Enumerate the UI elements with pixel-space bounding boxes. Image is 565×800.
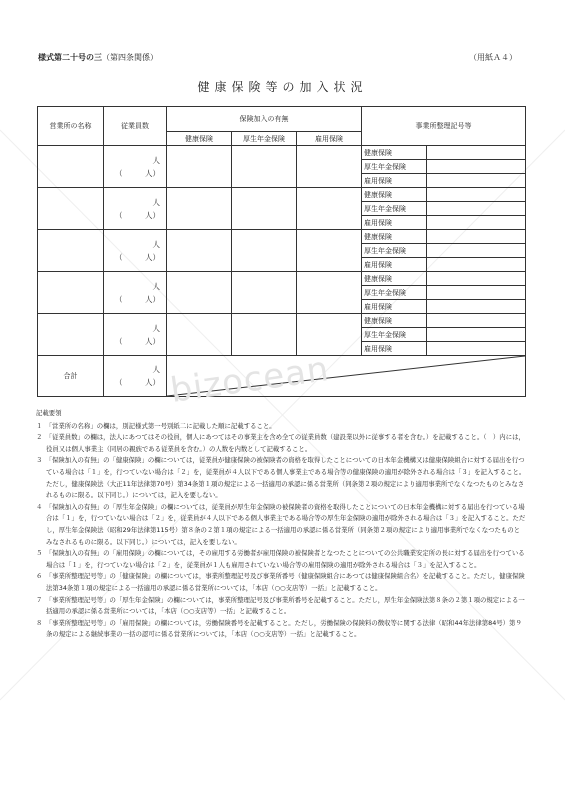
total-employees[interactable]: 人 （ 人） [104, 356, 167, 397]
number-value-cell[interactable] [427, 272, 526, 286]
health-status-cell[interactable] [167, 272, 232, 314]
number-label: 雇用保険 [362, 174, 427, 188]
note-item: ５ 「保険加入の有無」の「雇用保険」の欄については，その雇用する労働者が雇用保険の被保険者となつたことについての公共職業安定所の長に対する届出を行つている場合は「１」を，行つていない場合は「２」を，従業員が１人も雇用されていない場合等の雇用保険の適用が除外される場合は「３」を記入すること。 [36, 549, 525, 569]
notes-heading: 記載要領 [36, 409, 62, 417]
office-name-cell[interactable] [38, 314, 104, 356]
pension-status-cell[interactable] [232, 230, 297, 272]
employment-status-cell[interactable] [297, 272, 362, 314]
employee-count-cell[interactable]: 人 （ 人） [104, 188, 167, 230]
note-item: １ 「営業所の名称」の欄は，別記様式第一号別紙二に記載した順に記載すること。 [36, 421, 276, 430]
employee-count-cell[interactable]: 人 （ 人） [104, 230, 167, 272]
header-health: 健康保険 [167, 132, 232, 146]
number-value-cell[interactable] [427, 230, 526, 244]
health-status-cell[interactable] [167, 230, 232, 272]
number-label: 雇用保険 [362, 216, 427, 230]
header-office: 営業所の名称 [38, 107, 104, 146]
number-label: 雇用保険 [362, 300, 427, 314]
pension-status-cell[interactable] [232, 314, 297, 356]
paper-size: （用紙Ａ４） [469, 53, 517, 62]
number-label: 健康保険 [362, 230, 427, 244]
employment-status-cell[interactable] [297, 314, 362, 356]
office-name-cell[interactable] [38, 188, 104, 230]
health-status-cell[interactable] [167, 146, 232, 188]
health-status-cell[interactable] [167, 314, 232, 356]
number-value-cell[interactable] [427, 314, 526, 328]
number-label: 厚生年金保険 [362, 286, 427, 300]
number-value-cell[interactable] [427, 146, 526, 160]
office-name-cell[interactable] [38, 230, 104, 272]
number-label: 雇用保険 [362, 342, 427, 356]
note-item: ６ 「事業所整理記号等」の「健康保険」の欄については，事業所整理記号及び事業所番号（健康保険組合にあつては健康保険組合名）を記載すること。ただし，健康保険法第34条第１項の規定による一括適用の承認に係る営業所については，「本店（○○支店等）一括」と記載すること。 [36, 572, 525, 592]
page-title: 健康保険等の加入状況 [197, 80, 368, 94]
header-number: 事業所整理記号等 [362, 107, 526, 146]
number-value-cell[interactable] [427, 300, 526, 314]
number-value-cell[interactable] [427, 188, 526, 202]
header-employment: 雇用保険 [297, 132, 362, 146]
number-value-cell[interactable] [427, 216, 526, 230]
office-name-cell[interactable] [38, 272, 104, 314]
number-label: 健康保険 [362, 272, 427, 286]
number-value-cell[interactable] [427, 342, 526, 356]
employee-count-cell[interactable]: 人 （ 人） [104, 314, 167, 356]
note-item: ２ 「従業員数」の欄は，法人にあつてはその役員，個人にあつてはその事業主を含め全ての従業員数（建設業以外に従事する者を含む。）を記載すること。（ ）内には，役員又は個人事業主（同居の親族である従業員を含む。）の人数を内数として記載すること。 [36, 433, 525, 453]
number-value-cell[interactable] [427, 202, 526, 216]
number-value-cell[interactable] [427, 160, 526, 174]
number-label: 健康保険 [362, 188, 427, 202]
header-employees: 従業員数 [104, 107, 167, 146]
number-label: 厚生年金保険 [362, 202, 427, 216]
header-pension: 厚生年金保険 [232, 132, 297, 146]
number-value-cell[interactable] [427, 174, 526, 188]
employee-count-cell[interactable]: 人 （ 人） [104, 146, 167, 188]
number-value-cell[interactable] [427, 258, 526, 272]
header-insurance: 保険加入の有無 [167, 107, 362, 132]
pension-status-cell[interactable] [232, 188, 297, 230]
number-label: 厚生年金保険 [362, 160, 427, 174]
note-item: ７ 「事業所整理記号等」の「厚生年金保険」の欄については，事業所整理記号及び事業所番号を記載すること。ただし，厚生年金保険法第８条の２第１項の規定による一括適用の承認に係る営業所については，「本店（○○支店等）一括」と記載すること。 [36, 595, 525, 616]
insurance-table [37, 106, 526, 397]
office-name-cell[interactable] [38, 146, 104, 188]
form-id: 様式第二十号の三（第四条関係） [38, 53, 158, 62]
employment-status-cell[interactable] [297, 146, 362, 188]
employment-status-cell[interactable] [297, 188, 362, 230]
number-value-cell[interactable] [427, 328, 526, 342]
employment-status-cell[interactable] [297, 230, 362, 272]
number-label: 健康保険 [362, 146, 427, 160]
health-status-cell[interactable] [167, 188, 232, 230]
number-label: 厚生年金保険 [362, 244, 427, 258]
number-value-cell[interactable] [427, 244, 526, 258]
note-item: ３ 「保険加入の有無」の「健康保険」の欄については，従業員が健康保険の被保険者の資格を取得したことについての日本年金機構又は健康保険組合に対する届出を行つている場合は「１」を，行つていない場合は「２」を，従業員が４人以下である個人事業主である場合等の健康保険の適用が除外される場合は「３」を記入すること。ただし，健康保険法（大正11年法律第70号）第34条第１項の規定による一括適用の承認に係る営業所（同条第２項の規定により適用事業所でなくなつたものとみなされるものに限る。以下同じ。）については，記入を要しない。 [36, 456, 526, 500]
number-label: 雇用保険 [362, 258, 427, 272]
number-label: 厚生年金保険 [362, 328, 427, 342]
note-item: ８ 「事業所整理記号等」の「雇用保険」の欄については，労働保険番号を記載すること。ただし，労働保険の保険料の徴収等に関する法律（昭和44年法律第84号）第９条の規定による継続事業の一括の認可に係る営業所については，「本店（○○支店等）一括」と記載すること。 [36, 618, 522, 639]
employee-count-cell[interactable]: 人 （ 人） [104, 272, 167, 314]
number-value-cell[interactable] [427, 286, 526, 300]
total-label: 合計 [38, 356, 104, 397]
number-label: 健康保険 [362, 314, 427, 328]
watermark-text: bizocean [167, 349, 332, 411]
pension-status-cell[interactable] [232, 146, 297, 188]
pension-status-cell[interactable] [232, 272, 297, 314]
notes-section [36, 408, 526, 641]
note-item: ４ 「保険加入の有無」の「厚生年金保険」の欄については，従業員が厚生年金保険の被保険者の資格を取得したことについての日本年金機構に対する届出を行つている場合は「１」を，行つていない場合は「２」を，従業員が４人以下である個人事業主である場合等の厚生年金保険の適用が除外される場合は「３」を記入すること。ただし，厚生年金保険法（昭和29年法律第115号）第８条の２第１項の規定による一括適用の承認に係る営業所（同条第２項の規定により適用事業所でなくなつたものとみなされるものに限る。以下同じ。）については，記入を要しない。 [36, 502, 526, 546]
